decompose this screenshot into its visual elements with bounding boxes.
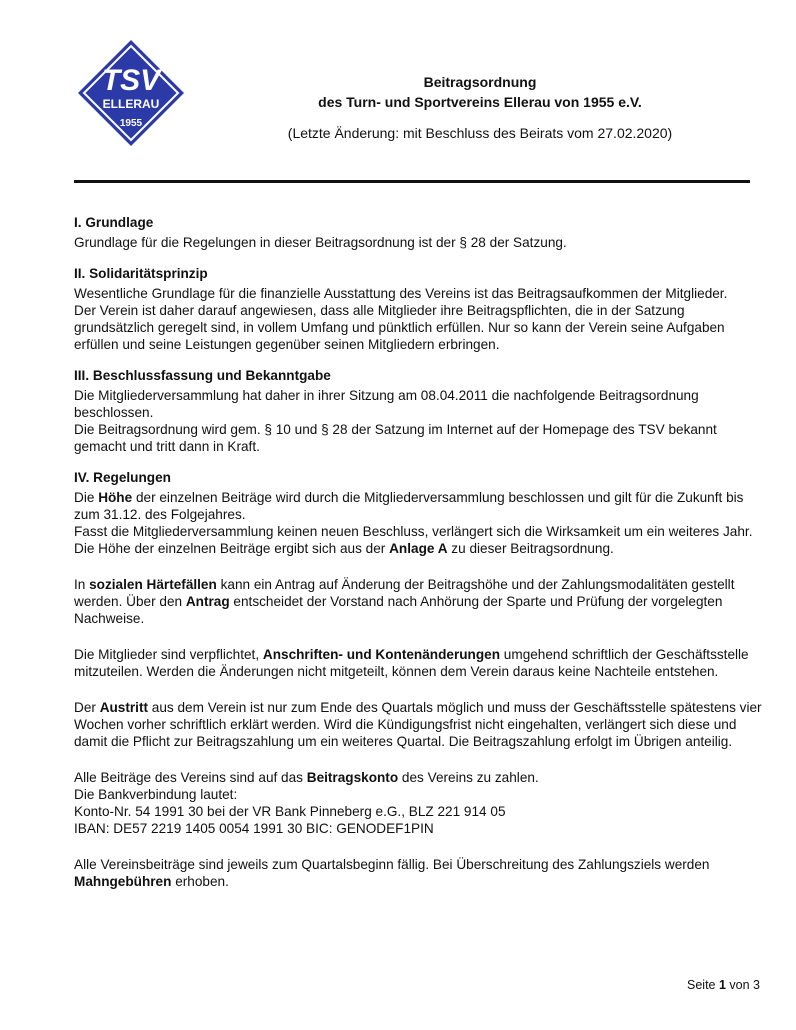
- paragraph: Die Höhe der einzelnen Beiträge ergibt sich aus der Anlage A zu dieser Beitragsordnung.: [74, 541, 614, 556]
- paragraph: Der Austritt aus dem Verein ist nur zum Ende des Quartals möglich und muss der Geschäftsstelle spätestens vier Wochen vorher schriftlich erklärt werden. Wird die Kündigungsfrist nicht eingehalten, verlängert sich diese und damit die Pflicht zur Beitragszahlung um ein weiteres Quartal. Die Beitragszahlung erfolgt im Übrigen anteilig.: [74, 700, 762, 749]
- paragraph: Grundlage für die Regelungen in dieser Beitragsordnung ist der § 28 der Satzung.: [74, 235, 567, 250]
- paragraph: IBAN: DE57 2219 1405 0054 1991 30 BIC: GENODEF1PIN: [74, 821, 434, 836]
- paragraph: Die Mitglieder sind verpflichtet, Anschriften- und Kontenänderungen umgehend schriftlich der Geschäftsstelle mitzuteilen. Werden die Änderungen nicht mitgeteilt, können dem Verein daraus keine Nachteile entstehen.: [74, 647, 749, 679]
- paragraph: Fasst die Mitgliederversammlung keinen neuen Beschluss, verlängert sich die Wirksamkeit um ein weiteres Jahr.: [74, 524, 753, 539]
- paragraph: Konto-Nr. 54 1991 30 bei der VR Bank Pinneberg e.G., BLZ 221 914 05: [74, 804, 506, 819]
- document-body: [74, 214, 764, 890]
- paragraph: Der Verein ist daher darauf angewiesen, dass alle Mitglieder ihre Beitragspflichten, die in der Satzung grundsätzlich geregelt sind, in vollem Umfang und pünktlich erfüllen. Nur so kann der Verein seine Aufgaben erfüllen und seine Leistungen gegenüber seinen Mitgliedern erbringen.: [74, 303, 725, 352]
- document-subtitle: (Letzte Änderung: mit Beschluss des Beirats vom 27.02.2020): [287, 125, 673, 141]
- logo-tsv-text: TSV: [101, 64, 161, 97]
- section-heading-solidaritaet: II. Solidaritätsprinzip: [74, 266, 208, 281]
- logo-year-text: 1955: [119, 118, 143, 129]
- paragraph: Alle Vereinsbeiträge sind jeweils zum Quartalsbeginn fällig. Bei Überschreitung des Zahlungsziels werden Mahngebühren erhoben.: [74, 857, 710, 889]
- header-divider: [74, 180, 750, 183]
- document-title: Beitragsordnung: [423, 74, 537, 90]
- paragraph: Die Mitgliederversammlung hat daher in ihrer Sitzung am 08.04.2011 die nachfolgende Beitragsordnung beschlossen.: [74, 388, 699, 420]
- section-heading-beschluss: III. Beschlussfassung und Bekanntgabe: [74, 368, 331, 383]
- logo-club-text: ELLERAU: [102, 97, 160, 111]
- section-heading-grundlage: I. Grundlage: [74, 215, 154, 230]
- paragraph: Die Beitragsordnung wird gem. § 10 und § 28 der Satzung im Internet auf der Homepage des TSV bekannt gemacht und tritt dann in Kraft.: [74, 422, 717, 454]
- page-number: Seite 1 von 3: [687, 978, 760, 992]
- document-title-line2: des Turn- und Sportvereins Ellerau von 1955 e.V.: [318, 94, 642, 110]
- paragraph: Wesentliche Grundlage für die finanzielle Ausstattung des Vereins ist das Beitragsaufkommen der Mitglieder.: [74, 286, 728, 301]
- tsv-ellerau-logo: [76, 38, 186, 148]
- paragraph: Die Höhe der einzelnen Beiträge wird durch die Mitgliederversammlung beschlossen und gilt für die Zukunft bis zum 31.12. des Folgejahres.: [74, 490, 744, 522]
- paragraph: Alle Beiträge des Vereins sind auf das Beitragskonto des Vereins zu zahlen.: [74, 770, 539, 785]
- paragraph: In sozialen Härtefällen kann ein Antrag auf Änderung der Beitragshöhe und der Zahlungsmodalitäten gestellt werden. Über den Antrag entscheidet der Vorstand nach Anhörung der Sparte und Prüfung der vorgelegten Nachweise.: [74, 577, 735, 626]
- paragraph: Die Bankverbindung lautet:: [74, 787, 238, 802]
- section-heading-regelungen: IV. Regelungen: [74, 470, 171, 485]
